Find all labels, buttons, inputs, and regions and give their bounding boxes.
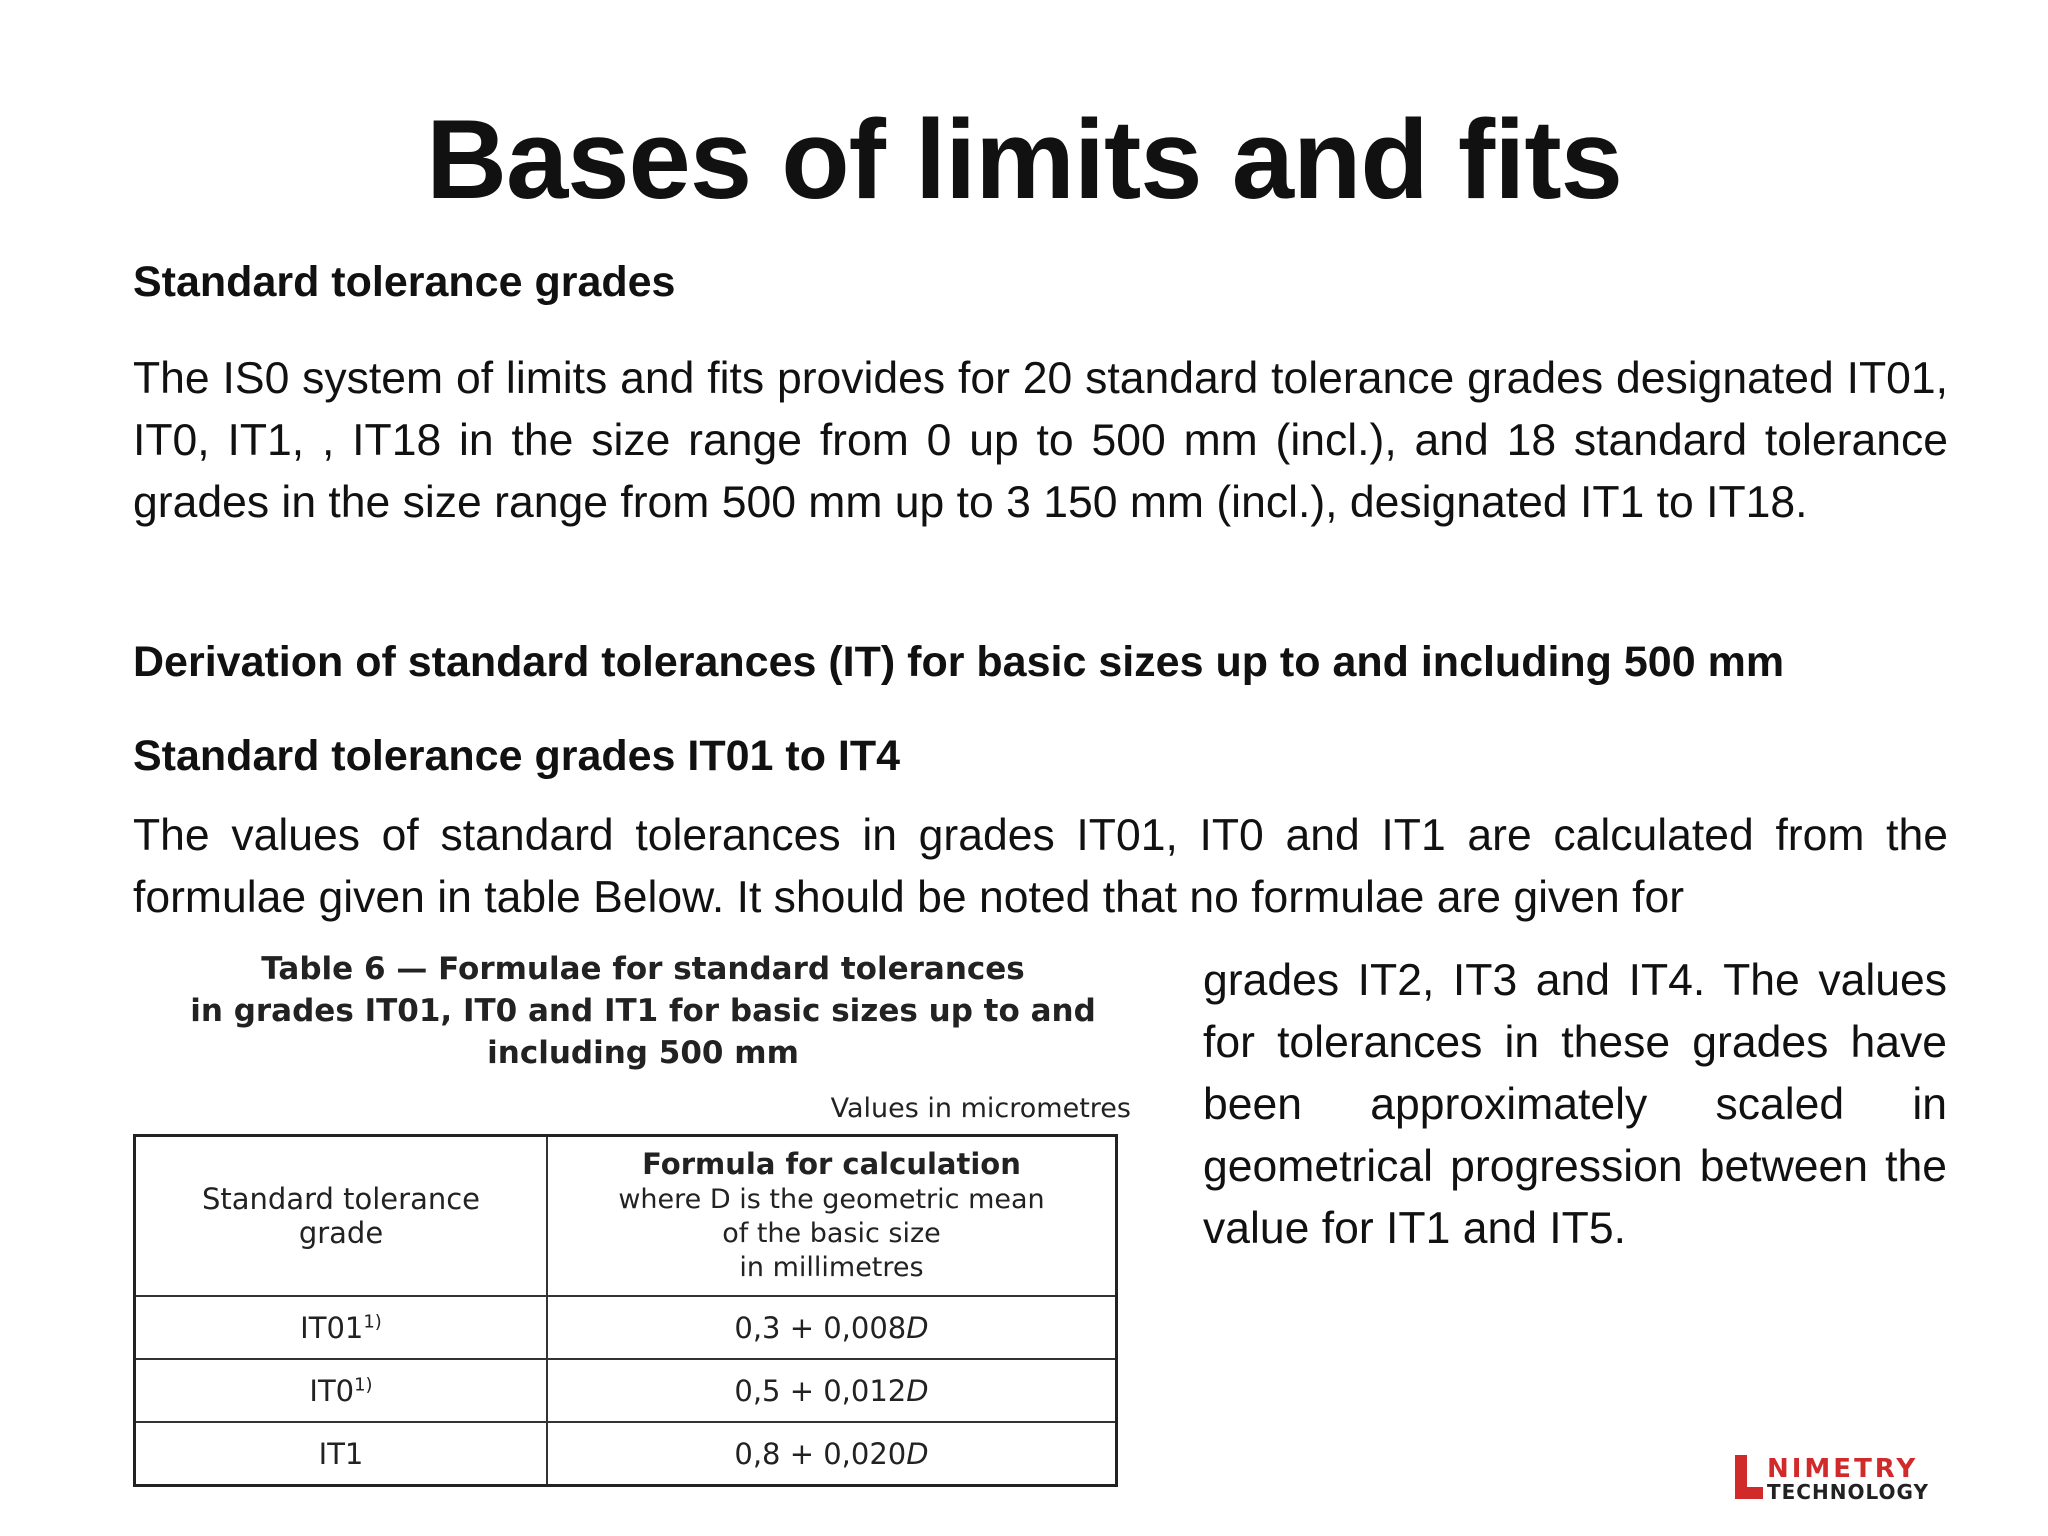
section-heading-derivation: Derivation of standard tolerances (IT) for basic sizes up to and including 500 mm	[133, 638, 1785, 686]
table-caption	[133, 948, 1133, 1074]
slide-title: Bases of limits and fits	[426, 97, 1622, 222]
table-figure	[133, 948, 1133, 1503]
grade-cell: IT1	[135, 1422, 548, 1486]
paragraph-values-side: grades IT2, IT3 and IT4. The values for tolerances in these grades have been approximately scaled in geometrical progression between the value for IT1 and IT5.	[1203, 956, 1947, 1253]
grade-cell: IT01$^{1)}$	[135, 1296, 548, 1359]
table-row	[135, 1422, 1117, 1486]
table-row	[135, 1296, 1117, 1359]
logo-text-bottom: TECHNOLOGY	[1767, 1480, 1929, 1503]
unimetry-logo	[1733, 1453, 1965, 1503]
logo-text-top: NIMETRY	[1767, 1454, 1919, 1484]
header-formula: Formula for calculation where D is the geometric mean of the basic size in millimetres	[547, 1136, 1117, 1297]
table-row	[135, 1359, 1117, 1422]
paragraph-values-main: The values of standard tolerances in grades IT01, IT0 and IT1 are calculated from the formulae given in table Below. It should be noted that no formulae are given for	[133, 811, 1948, 922]
table-caption-line: in grades IT01, IT0 and IT1 for basic sizes up to and	[190, 993, 1096, 1029]
header-grade: Standard tolerance grade	[135, 1136, 548, 1297]
table-units: Values in micrometres	[830, 1093, 1131, 1124]
table-caption-line: including 500 mm	[487, 1035, 799, 1071]
formulae-table	[133, 1134, 1118, 1487]
section-heading-standard-tolerance-grades: Standard tolerance grades	[133, 258, 676, 306]
paragraph-iso-system: The IS0 system of limits and fits provides for 20 standard tolerance grades designated IT01, IT0, IT1, , IT18 in the size range from 0 up to 500 mm (incl.), and 18 standard tolerance grades in the size range from 500 mm up to 3 150 mm (incl.), designated IT1 to IT18.	[133, 354, 1948, 527]
logo-mark	[1735, 1455, 1763, 1499]
section-heading-it01-to-it4: Standard tolerance grades IT01 to IT4	[133, 732, 901, 780]
table-caption-line: Table 6 — Formulae for standard tolerances	[261, 951, 1025, 987]
grade-cell: IT0$^{1)}$	[135, 1359, 548, 1422]
formula-cell: 0,8 + 0,020D	[547, 1422, 1117, 1486]
formula-cell: 0,3 + 0,008D	[547, 1296, 1117, 1359]
formula-cell: 0,5 + 0,012D	[547, 1359, 1117, 1422]
table-header-row	[135, 1136, 1117, 1297]
